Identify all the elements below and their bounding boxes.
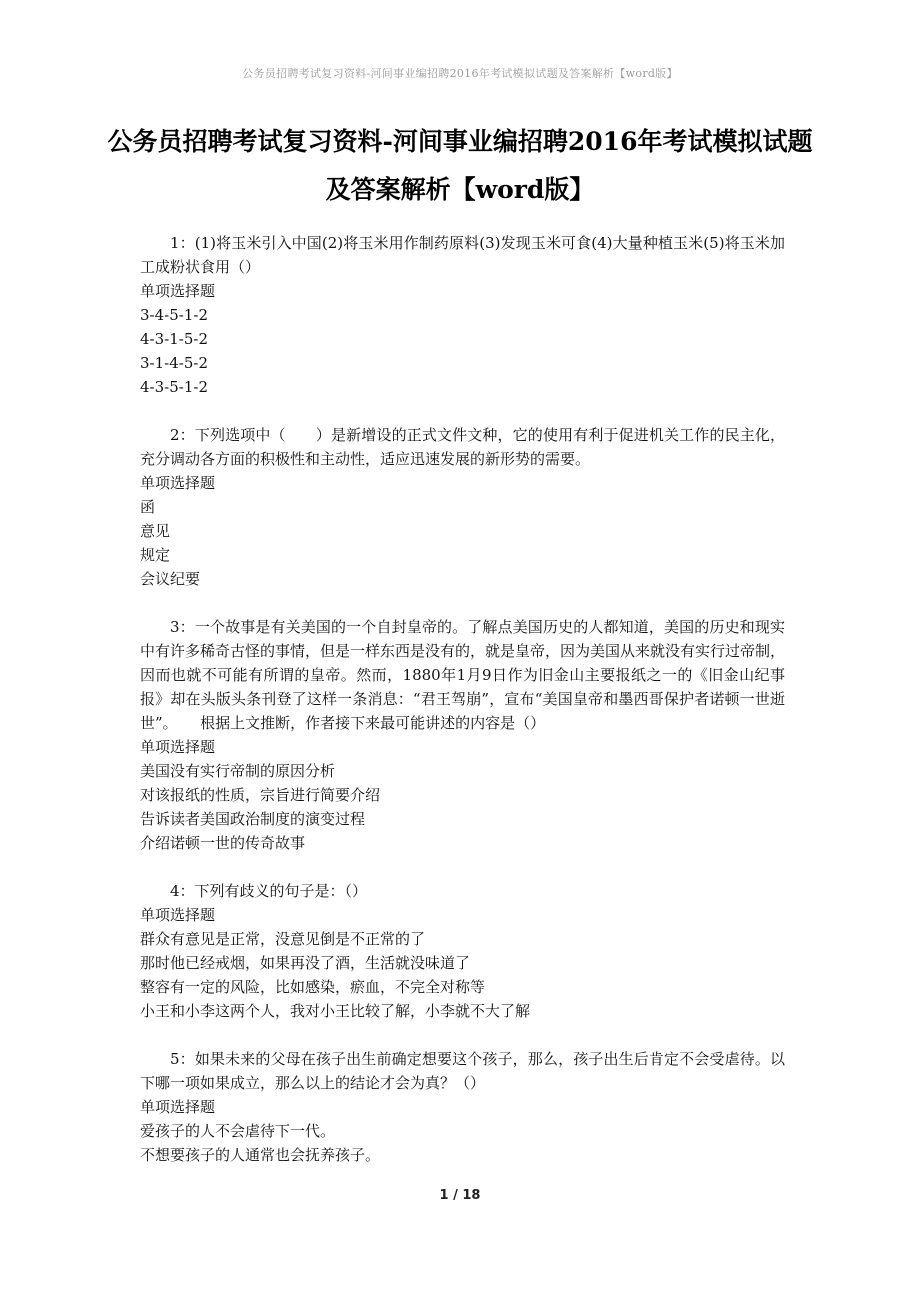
option-item: 4-3-5-1-2: [140, 378, 208, 396]
running-header: 公务员招聘考试复习资料-河间事业编招聘2016年考试模拟试题及答案解析【word版】: [242, 67, 678, 80]
question-list: [140, 231, 785, 1191]
option-item: 群众有意见是正常，没意见倒是不正常的了: [140, 930, 426, 948]
question-type: 单项选择题: [140, 474, 216, 492]
option-item: 会议纪要: [140, 570, 201, 588]
question-stem: 5：如果未来的父母在孩子出生前确定想要这个孩子，那么，孩子出生后肯定不会受虐待。以下哪一项如果成立，那么以上的结论才会为真？（）: [140, 1050, 785, 1092]
question-type: 单项选择题: [140, 738, 216, 756]
option-item: 不想要孩子的人通常也会抚养孩子。: [140, 1146, 381, 1164]
option-item: 告诉读者美国政治制度的演变过程: [140, 810, 366, 828]
question-5: [140, 1047, 785, 1167]
document-title: 公务员招聘考试复习资料-河间事业编招聘2016年考试模拟试题及答案解析【word版】: [107, 127, 813, 204]
option-item: 美国没有实行帝制的原因分析: [140, 762, 336, 780]
question-stem: 1：(1)将玉米引入中国(2)将玉米用作制药原料(3)发现玉米可食(4)大量种植玉米(5)将玉米加工成粉状食用（）: [140, 234, 785, 276]
question-stem: 3：一个故事是有关美国的一个自封皇帝的。了解点美国历史的人都知道，美国的历史和现实中有许多稀奇古怪的事情，但是一样东西是没有的，就是皇帝，因为美国从来就没有实行过帝制，因而也就不可能有所谓的皇帝。然而，1880年1月9日作为旧金山主要报纸之一的《旧金山纪事报》却在头版头条刊登了这样一条消息：“君王驾崩”，宣布“美国皇帝和墨西哥保护者诺顿一世逝世”。 根据上文推断，作者接下来最可能讲述的内容是（）: [140, 618, 786, 732]
page-number: 1 / 18: [439, 1188, 481, 1203]
option-item: 规定: [140, 546, 171, 564]
question-4: [140, 879, 785, 1023]
option-item: 3-4-5-1-2: [140, 306, 208, 324]
question-1: [140, 231, 785, 399]
question-3: [140, 615, 785, 855]
option-item: 那时他已经戒烟，如果再没了酒，生活就没味道了: [140, 954, 471, 972]
option-item: 意见: [140, 522, 171, 540]
question-type: 单项选择题: [140, 282, 216, 300]
question-type: 单项选择题: [140, 906, 216, 924]
option-item: 整容有一定的风险，比如感染，瘀血，不完全对称等: [140, 978, 486, 996]
question-2: [140, 423, 785, 591]
option-item: 爱孩子的人不会虐待下一代。: [140, 1122, 336, 1140]
question-type: 单项选择题: [140, 1098, 216, 1116]
option-item: 4-3-1-5-2: [140, 330, 208, 348]
option-item: 函: [140, 498, 156, 516]
option-item: 小王和小李这两个人，我对小王比较了解，小李就不大了解: [140, 1002, 531, 1020]
question-stem: 2：下列选项中（ ）是新增设的正式文件文种，它的使用有利于促进机关工作的民主化，充分调动各方面的积极性和主动性，适应迅速发展的新形势的需要。: [140, 426, 785, 468]
option-item: 对该报纸的性质，宗旨进行简要介绍: [140, 786, 381, 804]
question-stem: 4：下列有歧义的句子是：（）: [170, 882, 368, 900]
option-item: 3-1-4-5-2: [140, 354, 208, 372]
option-item: 介绍诺顿一世的传奇故事: [140, 834, 306, 852]
